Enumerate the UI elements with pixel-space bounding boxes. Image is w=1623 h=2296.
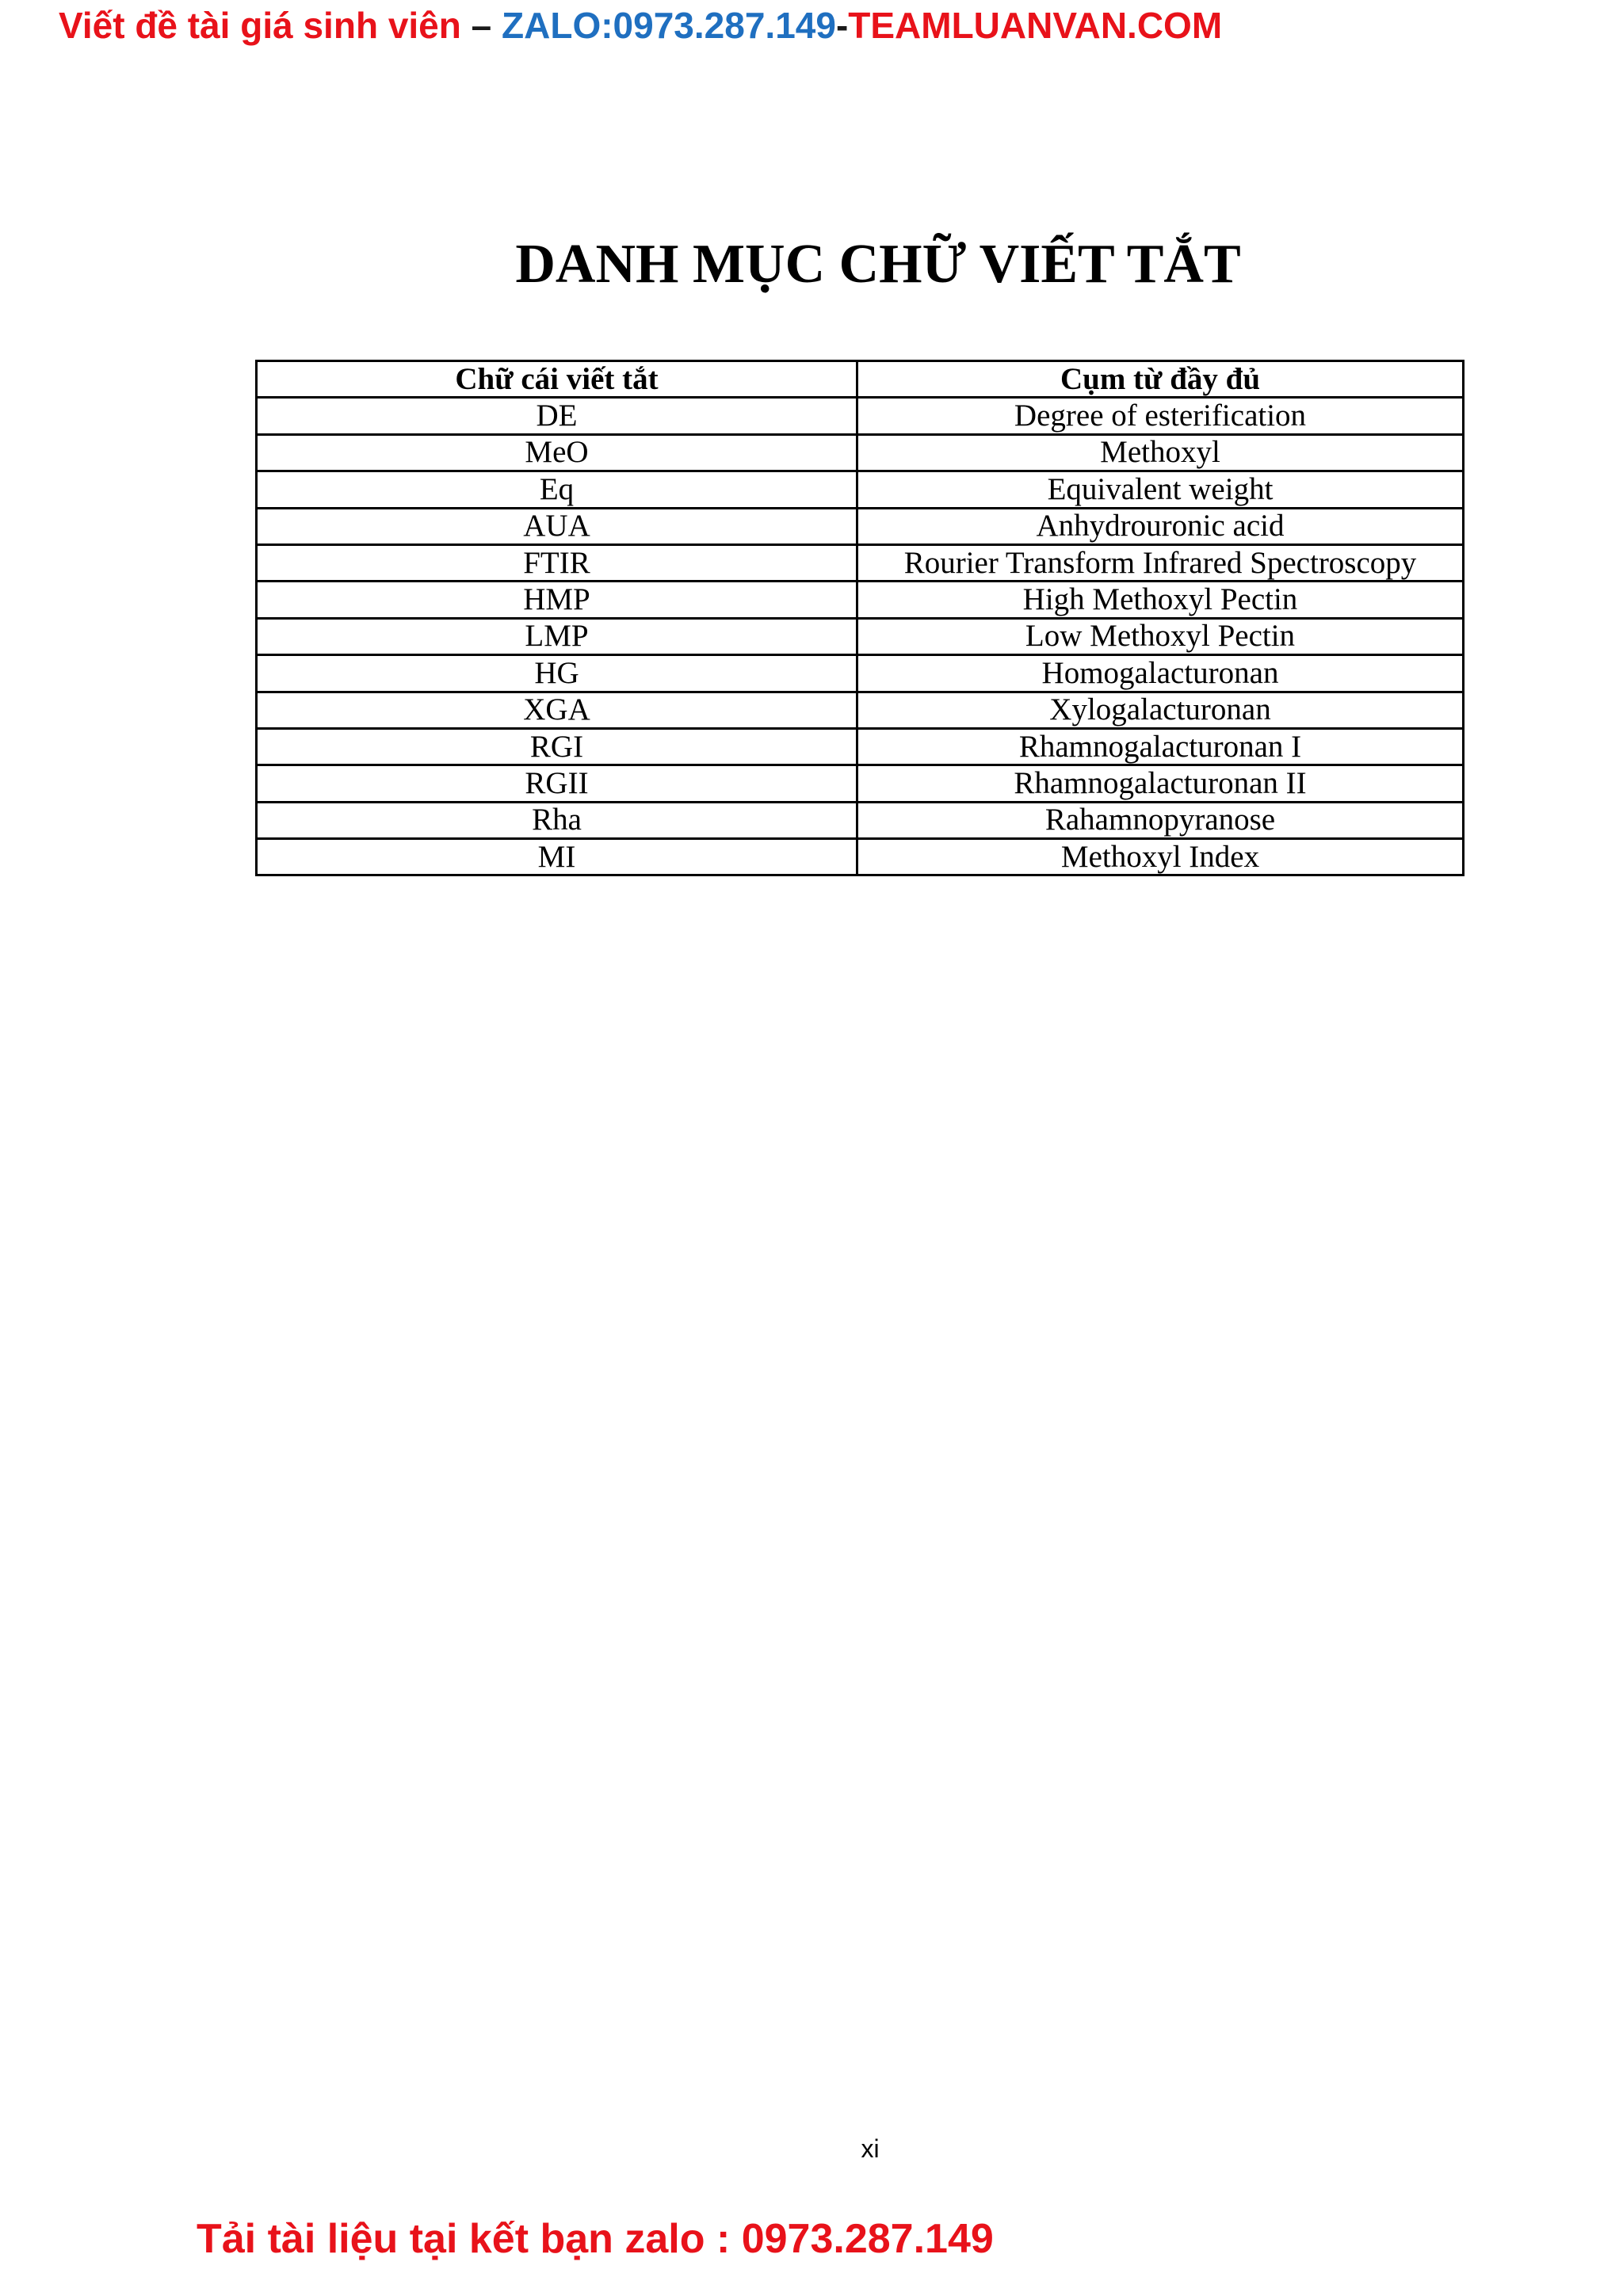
abbreviation-cell: MeO	[257, 434, 857, 471]
table-row	[257, 728, 1464, 765]
abbreviation-cell: AUA	[257, 508, 857, 544]
header-separator: –	[460, 5, 502, 46]
full-phrase-cell: Methoxyl	[857, 434, 1464, 471]
header-zalo: ZALO:0973.287.149	[502, 5, 836, 46]
full-phrase-cell: Methoxyl Index	[857, 839, 1464, 875]
footer-banner: Tải tài liệu tại kết bạn zalo : 0973.287.149	[197, 2216, 994, 2262]
header-banner	[59, 3, 1222, 48]
abbreviation-table	[255, 360, 1465, 876]
full-phrase-cell: Low Methoxyl Pectin	[857, 618, 1464, 654]
table-row	[257, 802, 1464, 838]
page-number: xi	[861, 2134, 880, 2163]
full-phrase-cell: Homogalacturonan	[857, 655, 1464, 692]
table-row	[257, 398, 1464, 434]
table-row	[257, 471, 1464, 508]
abbreviation-cell: Rha	[257, 802, 857, 838]
column-header-abbreviation: Chữ cái viết tắt	[257, 361, 857, 398]
table-row	[257, 692, 1464, 728]
full-phrase-cell: Rahamnopyranose	[857, 802, 1464, 838]
column-header-full-phrase: Cụm từ đầy đủ	[857, 361, 1464, 398]
full-phrase-cell: Rourier Transform Infrared Spectroscopy	[857, 544, 1464, 581]
table-row	[257, 434, 1464, 471]
full-phrase-cell: Rhamnogalacturonan II	[857, 765, 1464, 802]
table-row	[257, 839, 1464, 875]
abbreviation-cell: HG	[257, 655, 857, 692]
full-phrase-cell: High Methoxyl Pectin	[857, 582, 1464, 618]
abbreviation-cell: FTIR	[257, 544, 857, 581]
table-row	[257, 582, 1464, 618]
abbreviation-cell: DE	[257, 398, 857, 434]
abbreviation-cell: RGI	[257, 728, 857, 765]
full-phrase-cell: Anhydrouronic acid	[857, 508, 1464, 544]
abbreviation-cell: MI	[257, 839, 857, 875]
table-row	[257, 508, 1464, 544]
header-hyphen: -	[835, 5, 849, 46]
full-phrase-cell: Degree of esterification	[857, 398, 1464, 434]
header-site: TEAMLUANVAN.COM	[848, 5, 1223, 46]
table-row	[257, 618, 1464, 654]
table-row	[257, 765, 1464, 802]
full-phrase-cell: Equivalent weight	[857, 471, 1464, 508]
abbreviation-cell: Eq	[257, 471, 857, 508]
table-row	[257, 655, 1464, 692]
abbreviation-cell: LMP	[257, 618, 857, 654]
abbreviation-cell: HMP	[257, 582, 857, 618]
table-header-row	[257, 361, 1464, 398]
full-phrase-cell: Rhamnogalacturonan I	[857, 728, 1464, 765]
page-title: DANH MỤC CHỮ VIẾT TẮT	[515, 234, 1241, 295]
full-phrase-cell: Xylogalacturonan	[857, 692, 1464, 728]
abbreviation-cell: XGA	[257, 692, 857, 728]
table-row	[257, 544, 1464, 581]
abbreviation-cell: RGII	[257, 765, 857, 802]
header-text: Viết đề tài giá sinh viên	[59, 5, 461, 46]
